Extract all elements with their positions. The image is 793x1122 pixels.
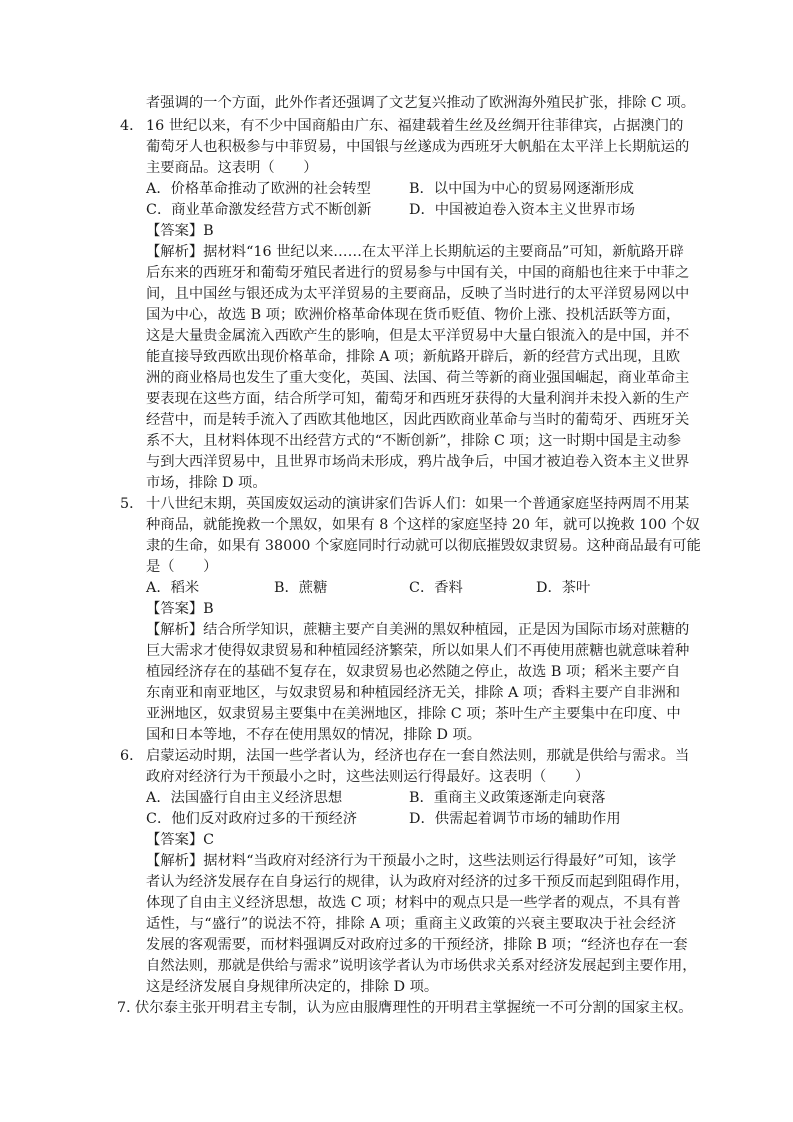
question-4-analysis-line: 后东来的西班牙和葡萄牙殖民者进行的贸易参与中国有关，中国的商船也往来于中菲之 [146,265,690,281]
question-5-analysis-line: 【解析】结合所学知识，蔗糖主要产自美洲的黑奴种植园，正是因为国际市场对蔗糖的 [146,622,690,638]
question-7-number: 7． [117,1000,141,1016]
question-5-option-c: C．香料 [409,580,463,596]
question-4-number: 4． [120,118,144,134]
question-4-option-d: D．中国被迫卷入资本主义世界市场 [409,202,635,218]
question-4-analysis-line: 与到大西洋贸易中，且世界市场尚未形成，鸦片战争后，中国才被迫卷入资本主义世界 [146,454,690,470]
question-5-stem-line-2: 种商品，就能挽救一个黑奴，如果有 8 个这样的家庭坚持 20 年，就可以挽救 100 个奴 [146,517,700,533]
question-5-stem-line-3: 隶的生命，如果有 38000 个家庭同时行动就可以彻底摧毁奴隶贸易。这种商品最有可能 [146,538,701,554]
question-5-option-b: B．蔗糖 [274,580,328,596]
question-4-analysis-line: 要表现在这些方面，结合所学可知，葡萄牙和西班牙获得的大量利润并未投入新的生产 [146,391,690,407]
question-5-stem-line-4: 是（ ） [146,559,218,575]
question-5-number: 5． [120,496,144,512]
question-5-analysis-line: 植园经济存在的基础不复存在，奴隶贸易也必然随之停止，故选 B 项；稻米主要产自 [146,664,681,680]
question-6-option-a: A．法国盛行自由主义经济思想 [146,790,343,806]
question-6-analysis-line: 适性，与“盛行”的说法不符，排除 A 项；重商主义政策的兴衰主要取决于社会经济 [146,916,676,932]
question-5-option-a: A．稻米 [146,580,200,596]
question-5-stem-line-1: 5． 十八世纪末期，英国废奴运动的演讲家们告诉人们：如果一个普通家庭坚持两周不用某 [120,494,676,515]
question-6-analysis-line: 者认为经济发展存在自身运行的规律，认为政府对经济的过多干预反而起到阻碍作用， [146,874,690,890]
question-6-stem-line-2: 政府对经济行为干预最小之时，这些法则运行得最好。这表明（ ） [146,769,590,785]
question-4-stem-line-2: 葡萄牙人也积极参与中菲贸易，中国银与丝遂成为西班牙大帆船在太平洋上长期航运的 [146,139,690,155]
question-4-analysis-line: 经营中，而是转手流入了西欧其他地区，因此西欧商业革命与当时的葡萄牙、西班牙关 [146,412,690,428]
question-4-option-a: A．价格革命推动了欧洲的社会转型 [146,181,371,197]
question-5-answer: 【答案】B [146,601,214,617]
question-4-analysis-line: 国为中心，故选 B 项；欧洲价格革命体现在货币贬值、物价上涨、投机活跃等方面， [146,307,681,323]
question-6-analysis-line: 发展的客观需要，而材料强调反对政府过多的干预经济，排除 B 项；“经济也存在一套 [146,937,688,953]
question-4-analysis-line: 这是大量贵金属流入西欧产生的影响，但是太平洋贸易中大量白银流入的是中国，并不 [146,328,690,344]
question-4-analysis-line: 洲的商业格局也发生了重大变化，英国、法国、荷兰等新的商业强国崛起，商业革命主 [146,370,690,386]
question-6-option-b: B．重商主义政策逐渐走向衰落 [409,790,606,806]
question-6-answer: 【答案】C [146,832,215,848]
question-6-stem-line-1: 6． 启蒙运动时期，法国一些学者认为，经济也存在一套自然法则，那就是供给与需求。当 [120,746,676,767]
question-5-analysis-line: 东南亚和南亚地区，与奴隶贸易和种植园经济无关，排除 A 项；香料主要产自非洲和 [146,685,681,701]
question-6-analysis-line: 体现了自由主义经济思想，故选 C 项；材料中的观点只是一些学者的观点，不具有普 [146,895,681,911]
question-4-answer: 【答案】B [146,223,214,239]
question-4-analysis-line: 间，且中国丝与银还成为太平洋贸易的主要商品，反映了当时进行的太平洋贸易网以中 [146,286,690,302]
question-5-analysis-line: 巨大需求才使得奴隶贸易和种植园经济繁荣，所以如果人们不再使用蔗糖也就意味着种 [146,643,690,659]
question-6-analysis-line: 自然法则，那就是供给与需求”说明该学者认为市场供求关系对经济发展起到主要作用， [146,958,697,974]
question-4-analysis-line: 【解析】据材料“16 世纪以来……在太平洋上长期航运的主要商品”可知，新航路开辟 [146,244,684,260]
question-4-stem-line-3: 主要商品。这表明（ ） [146,160,318,176]
question-4-analysis-line: 能直接导致西欧出现价格革命，排除 A 项；新航路开辟后，新的经营方式出现，且欧 [146,349,681,365]
question-4-option-c: C．商业革命激发经营方式不断创新 [146,202,372,218]
question-6-number: 6． [120,748,144,764]
question-4-analysis-line: 系不大，且材料体现不出经营方式的“不断创新”，排除 C 项；这一时期中国是主动参 [146,433,682,449]
question-5-option-d: D．茶叶 [536,580,591,596]
question-5-analysis-line: 亚洲地区，奴隶贸易主要集中在美洲地区，排除 C 项；茶叶生产主要集中在印度、中 [146,706,681,722]
question-7-stem-line-1: 7．伏尔泰主张开明君主专制，认为应由服膺理性的开明君主掌握统一不可分割的国家主权。 [117,998,679,1019]
question-6-analysis-line: 这是经济发展自身规律所决定的，排除 D 项。 [146,979,439,995]
question-6-analysis-line: 【解析】据材料“当政府对经济行为干预最小之时，这些法则运行得最好”可知，该学 [146,853,676,869]
question-4-stem-line-1: 4． 16 世纪以来，有不少中国商船由广东、福建载着生丝及丝绸开往菲律宾，占据澳门的 [120,116,676,137]
continuation-line: 者强调的一个方面，此外作者还强调了文艺复兴推动了欧洲海外殖民扩张，排除 C 项。 [146,95,696,111]
question-6-option-c: C．他们反对政府过多的干预经济 [146,811,358,827]
question-4-analysis-line: 市场，排除 D 项。 [146,475,267,491]
question-6-option-d: D．供需起着调节市场的辅助作用 [409,811,621,827]
question-4-option-b: B．以中国为中心的贸易网逐渐形成 [409,181,634,197]
question-5-analysis-line: 国和日本等地，不存在使用黑奴的情况，排除 D 项。 [146,727,482,743]
